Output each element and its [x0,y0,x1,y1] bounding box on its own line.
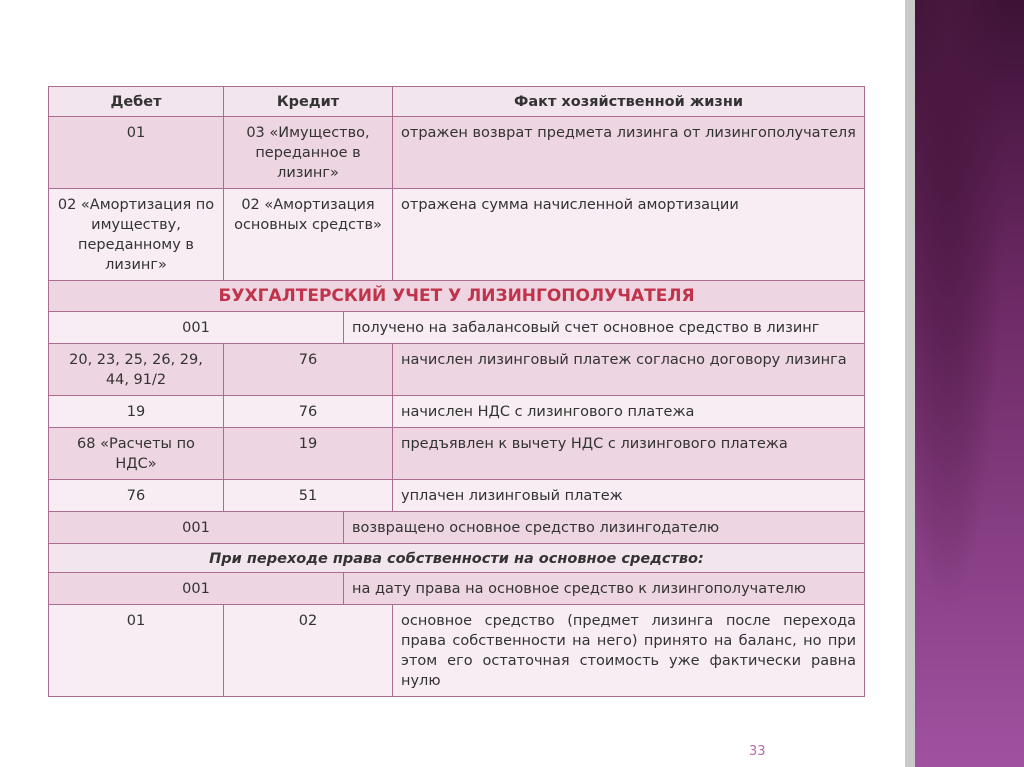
table-row [49,480,865,512]
accounting-entries-table [48,86,865,697]
credit-cell: 03 «Имущество, переданное в лизинг» [224,117,393,189]
table-row [49,189,865,281]
page-number: 33 [749,744,766,759]
fact-cell: начислен лизинговый платеж согласно договору лизинга [393,344,865,396]
side-strip [905,0,915,767]
credit-cell: 76 [224,344,393,396]
decorative-side-panel [915,0,1024,767]
debit-cell: 02 «Амортизация по имуществу, переданному в лизинг» [49,189,224,281]
debit-cell: 20, 23, 25, 26, 29, 44, 91/2 [49,344,224,396]
debit-cell: 19 [49,396,224,428]
debit-cell: 76 [49,480,224,512]
table-row [49,344,865,396]
fact-cell: возвращено основное средство лизингодателю [344,512,865,544]
fact-cell: основное средство (предмет лизинга после перехода права собственности на него) принято на баланс, но при этом его остаточная стоимость уже фактически равна нулю [393,605,865,697]
header-debit: Дебет [49,87,224,117]
fact-cell: предъявлен к вычету НДС с лизингового платежа [393,428,865,480]
debit-cell: 01 [49,605,224,697]
table-row [49,312,865,344]
ownership-note-row [49,544,865,573]
debit-cell: 001 [49,312,344,344]
accounting-table-container [48,86,864,697]
ownership-note: При переходе права собственности на основное средство: [49,544,865,573]
table-header-row [49,87,865,117]
fact-cell: отражен возврат предмета лизинга от лизингополучателя [393,117,865,189]
fact-cell: отражена сумма начисленной амортизации [393,189,865,281]
table-row [49,428,865,480]
table-row [49,605,865,697]
fact-cell: начислен НДС с лизингового платежа [393,396,865,428]
header-credit: Кредит [224,87,393,117]
fact-cell: на дату права на основное средство к лизингополучателю [344,573,865,605]
debit-cell: 68 «Расчеты по НДС» [49,428,224,480]
table-row [49,396,865,428]
header-fact: Факт хозяйственной жизни [393,87,865,117]
table-row [49,117,865,189]
credit-cell: 19 [224,428,393,480]
section-title-row [49,281,865,312]
credit-cell: 02 «Амортизация основных средств» [224,189,393,281]
table-row [49,573,865,605]
debit-cell: 001 [49,512,344,544]
credit-cell: 51 [224,480,393,512]
debit-cell: 001 [49,573,344,605]
section-title: БУХГАЛТЕРСКИЙ УЧЕТ У ЛИЗИНГОПОЛУЧАТЕЛЯ [49,281,865,312]
credit-cell: 02 [224,605,393,697]
credit-cell: 76 [224,396,393,428]
debit-cell: 01 [49,117,224,189]
fact-cell: уплачен лизинговый платеж [393,480,865,512]
fact-cell: получено на забалансовый счет основное средство в лизинг [344,312,865,344]
table-row [49,512,865,544]
